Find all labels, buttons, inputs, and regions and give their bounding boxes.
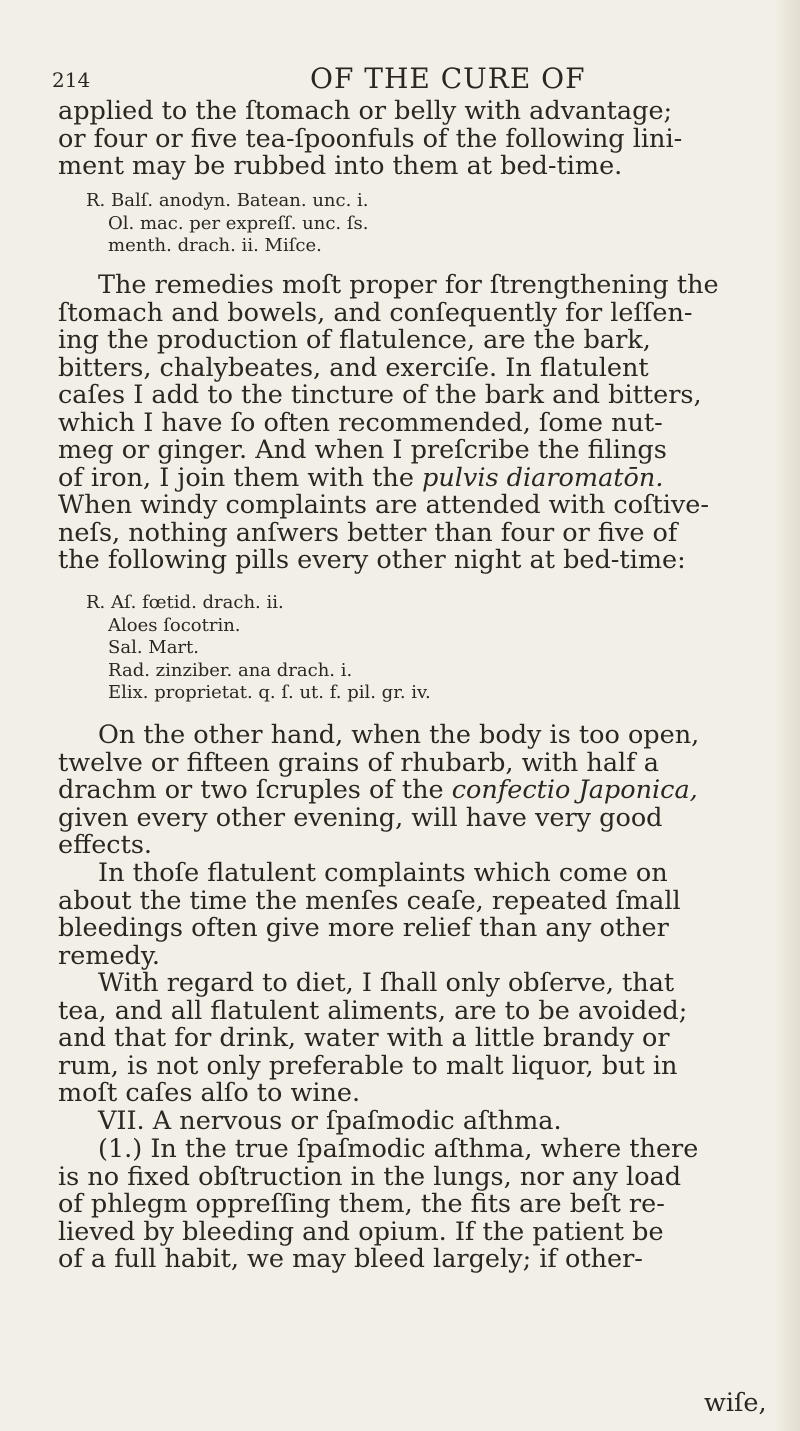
text-line: ment may be rubbed into them at bed-time.	[58, 151, 623, 181]
paragraph-6	[58, 1136, 758, 1274]
text-line: which I have ſo often recommended, ſome nut-	[58, 407, 663, 438]
text-line: neſs, nothing anſwers better than four or five of	[58, 517, 678, 548]
recipe-line: Rad. zinziber. ana drach. i.	[108, 659, 353, 681]
text-line: With regard to diet, I ſhall only obſerve, that	[98, 968, 675, 998]
text-line: rum, is not only preferable to malt liquor, but in	[58, 1050, 678, 1081]
paragraph-4	[58, 860, 758, 970]
recipe-line: Sal. Mart.	[108, 637, 199, 658]
text-line: (1.) In the true ſpaſmodic aſthma, where there	[98, 1134, 699, 1164]
paragraph-5	[58, 970, 758, 1108]
paragraph-1	[58, 98, 758, 181]
page-header	[52, 62, 757, 96]
heading-text: VII. A nervous or ſpaſmodic aſthma.	[98, 1106, 562, 1136]
text-line: given every other evening, will have very good	[58, 802, 663, 833]
recipe-line: Aloes ſocotrin.	[108, 614, 241, 636]
text-line: twelve or fifteen grains of rhubarb, with half a	[58, 747, 659, 778]
page-edge-shadow	[774, 0, 800, 1431]
text-line: remedy.	[58, 940, 160, 971]
paragraph-3	[58, 722, 758, 860]
text-line: In thoſe flatulent complaints which come on	[98, 858, 668, 888]
recipe-line: R. Balſ. anodyn. Batean. unc. i.	[86, 190, 369, 211]
text-line: the following pills every other night at bed-time:	[58, 545, 686, 575]
text-line: lieved by bleeding and opium. If the patient be	[58, 1216, 664, 1247]
section-heading	[58, 1108, 758, 1136]
text-line: caſes I add to the tincture of the bark and bitters,	[58, 380, 702, 410]
text-line: On the other hand, when the body is too open,	[98, 720, 700, 750]
text-line: bleedings often give more relief than any other	[58, 913, 669, 943]
text-line: of iron, I join them with the	[58, 462, 414, 493]
paragraph-2	[58, 272, 758, 575]
text-line: When windy complaints are attended with coſtive-	[58, 490, 709, 520]
text-line: is no fixed obſtruction in the lungs, nor any load	[58, 1161, 682, 1192]
recipe-line: R. Aſ. fœtid. drach. ii.	[86, 592, 284, 613]
text-line: applied to the ſtomach or belly with advantage;	[58, 96, 673, 126]
text-line: drachm or two ſcruples of the	[58, 775, 444, 805]
text-line: and that for drink, water with a little brandy or	[58, 1023, 670, 1053]
recipe-line: Elix. proprietat. q. ſ. ut. f. pil. gr. iv.	[108, 682, 431, 703]
text-line: ſtomach and bowels, and conſequently for leſſen-	[58, 297, 693, 328]
text-line: tea, and all flatulent aliments, are to be avoided;	[58, 995, 688, 1026]
text-line: moſt caſes alſo to wine.	[58, 1078, 361, 1108]
text-line: of phlegm oppreſſing them, the fits are beſt re-	[58, 1189, 665, 1219]
recipe-line: Ol. mac. per expreſſ. unc. ſs.	[108, 212, 369, 234]
text-line: ing the production of flatulence, are the bark,	[58, 325, 651, 355]
page-number: 214	[52, 68, 91, 92]
recipe-1	[58, 190, 758, 258]
text-line: effects.	[58, 830, 153, 860]
text-line: The remedies moſt proper for ſtrengthening the	[98, 270, 719, 300]
running-head: OF THE CURE OF	[310, 62, 586, 95]
text-line: of a full habit, we may bleed largely; if other-	[58, 1244, 643, 1274]
text-line: meg or ginger. And when I preſcribe the filings	[58, 435, 667, 465]
text-line: about the time the menſes ceaſe, repeated ſmall	[58, 885, 681, 916]
recipe-line: menth. drach. ii. Miſce.	[108, 235, 322, 256]
catchword: wiſe,	[704, 1388, 767, 1418]
italic-term: pulvis diaromatōn.	[422, 462, 664, 493]
recipe-2	[58, 592, 758, 705]
italic-term: confectio Japonica,	[451, 775, 698, 805]
text-line: or four or five tea-ſpoonfuls of the following lini-	[58, 123, 683, 154]
text-line: bitters, chalybeates, and exerciſe. In flatulent	[58, 352, 649, 383]
